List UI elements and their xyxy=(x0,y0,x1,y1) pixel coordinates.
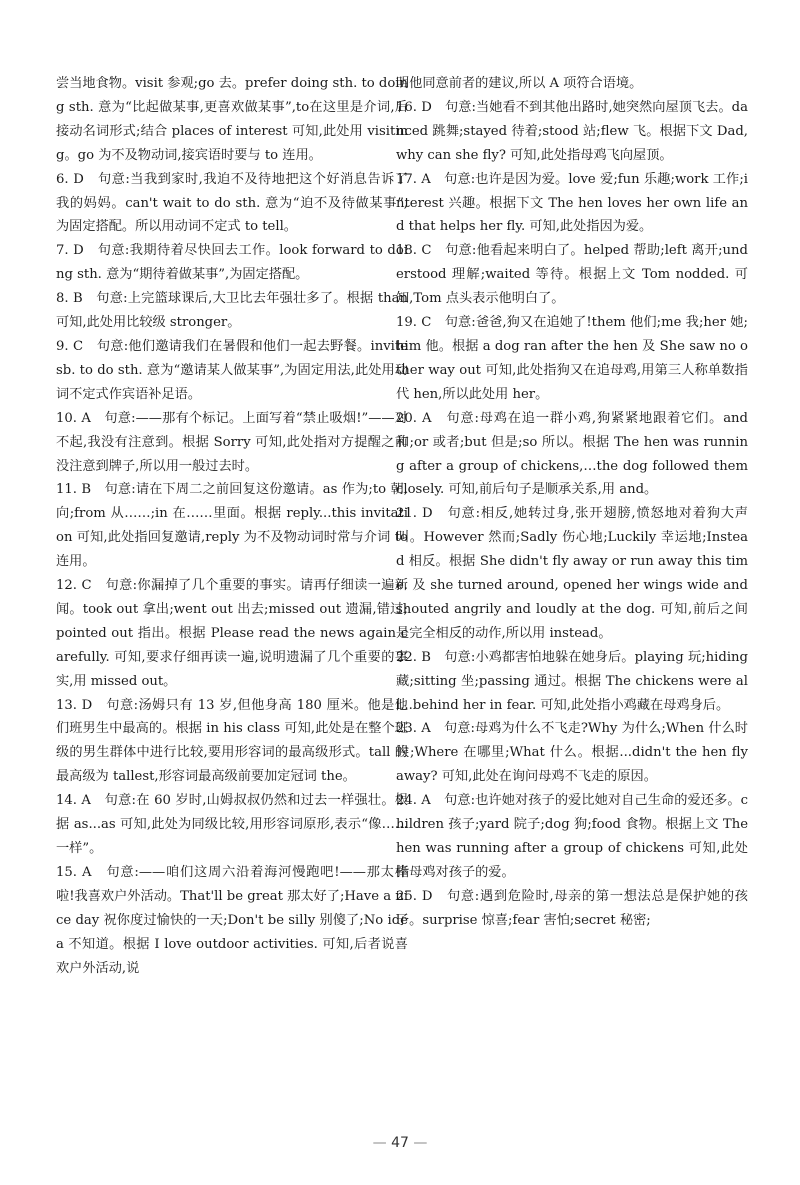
answer-item-12: 12. C 句意:你漏掉了几个重要的事实。请再仔细读一遍新闻。took out 拿出;went out 出去;missed out 遗漏,错过;pointed out 指出。根据 Please read the news again carefully. 可知,要求仔细再读一遍,说明遗漏了几个重要的事实,用 missed out。 xyxy=(56,578,408,689)
answer-item-19: 19. C 句意:爸爸,狗又在追她了!them 他们;me 我;her 她;him 他。根据 a dog ran after the hen 及 She saw no other way out 可知,此处指狗又在追母鸡,用第三人称单数指代 hen,所以此处用 her。 xyxy=(396,315,748,402)
answer-item-21: 21. D 句意:相反,她转过身,张开翅膀,愤怒地对着狗大声叫。However 然而;Sadly 伤心地;Luckily 幸运地;Instead 相反。根据 She didn't fly away or run away this time. 及 she turned around, opened her wings wide and shouted angrily and loudly at the dog. 可知,前后之间是完全相反的动作,所以用 instead。 xyxy=(396,506,748,641)
answer-item-24: 24. A 句意:也许她对孩子的爱比她对自己生命的爱还多。children 孩子;yard 院子;dog 狗;food 食物。根据上文 The hen was running after a group of chickens 可知,此处指母鸡对孩子的爱。 xyxy=(396,793,748,880)
page-number-dash-left: — xyxy=(372,1135,387,1151)
answer-item-14: 14. A 句意:在 60 岁时,山姆叔叔仍然和过去一样强壮。根据 as...as 可知,此处为同级比较,用形容词原形,表示“像……一样”。 xyxy=(56,793,408,856)
answer-item-17: 17. A 句意:也许是因为爱。love 爱;fun 乐趣;work 工作;interest 兴趣。根据下文 The hen loves her own life and that helps her fly. 可知,此处指因为爱。 xyxy=(396,171,748,235)
left-column xyxy=(56,72,408,980)
answer-item-22: 22. B 句意:小鸡都害怕地躲在她身后。playing 玩;hiding 藏;sitting 坐;passing 通过。根据 The chickens were all...behind her in fear. 可知,此处指小鸡藏在母鸡身后。 xyxy=(396,649,748,713)
answer-item-9: 9. C 句意:他们邀请我们在暑假和他们一起去野餐。invite sb. to do sth. 意为“邀请某人做某事”,为固定用法,此处用动词不定式作宾语补足语。 xyxy=(56,338,408,402)
answer-item-10: 10. A 句意:——那有个标记。上面写着“禁止吸烟!”——对不起,我没有注意到。根据 Sorry 可知,此处指对方提醒之前没注意到牌子,所以用一般过去时。 xyxy=(56,410,408,474)
page-number xyxy=(0,1135,800,1151)
answer-item-11: 11. B 句意:请在下周二之前回复这份邀请。as 作为;to 朝,向;from 从……;in 在……里面。根据 reply...this invitation 可知,此处指回复邀请,reply 为不及物动词时常与介词 to 连用。 xyxy=(56,482,408,570)
answer-item-15: 15. A 句意:——咱们这周六沿着海河慢跑吧!——那太棒啦!我喜欢户外活动。That'll be great 那太好了;Have a nice day 祝你度过愉快的一天;Don't be silly 别傻了;No idea 不知道。根据 I love outdoor activities. 可知,后者说喜欢户外活动,说 xyxy=(56,864,408,976)
answer-item-23: 23. A 句意:母鸡为什么不飞走?Why 为什么;When 什么时候;Where 在哪里;What 什么。根据...didn't the hen fly away? 可知,此处在询问母鸡不飞走的原因。 xyxy=(396,721,748,785)
answer-item-25: 25. D 句意:遇到危险时,母亲的第一想法总是保护她的孩子。surprise 惊喜;fear 害怕;secret 秘密; xyxy=(396,888,748,928)
answer-item-20: 20. A 句意:母鸡在追一群小鸡,狗紧紧地跟着它们。and 和;or 或者;but 但是;so 所以。根据 The hen was running after a group of chickens,…the dog followed them closely. 可知,前后句子是顺承关系,用 and。 xyxy=(396,410,748,498)
answer-item-6: 6. D 句意:当我到家时,我迫不及待地把这个好消息告诉了我的妈妈。can't wait to do sth. 意为“迫不及待做某事”,为固定搭配。所以用动词不定式 to tell。 xyxy=(56,171,408,235)
answer-item-8: 8. B 句意:上完篮球课后,大卫比去年强壮多了。根据 than 可知,此处用比较级 stronger。 xyxy=(56,291,408,331)
page-number-dash-right: — xyxy=(413,1135,428,1151)
page-number-value: 47 xyxy=(391,1135,409,1151)
answer-item-7: 7. D 句意:我期待着尽快回去工作。look forward to doing sth. 意为“期待着做某事”,为固定搭配。 xyxy=(56,243,408,283)
right-continuation-text: 明他同意前者的建议,所以 A 项符合语境。 xyxy=(396,76,643,91)
answer-item-16: 16. D 句意:当她看不到其他出路时,她突然向屋顶飞去。danced 跳舞;stayed 待着;stood 站;flew 飞。根据下文 Dad, why can she fly? 可知,此处指母鸡飞向屋顶。 xyxy=(396,99,748,163)
answer-item-13: 13. D 句意:汤姆只有 13 岁,但他身高 180 厘米。他是他们班男生中最高的。根据 in his class 可知,此处是在整个班级的男生群体中进行比较,要用形容词的最高级形式。tall 的最高级为 tallest,形容词最高级前要加定冠词 the。 xyxy=(56,697,408,785)
right-column xyxy=(396,72,748,933)
answer-item-18: 18. C 句意:他看起来明白了。helped 帮助;left 离开;understood 理解;waited 等待。根据上文 Tom nodded. 可知,Tom 点头表示他明白了。 xyxy=(396,243,748,307)
left-continuation-text: 尝当地食物。visit 参观;go 去。prefer doing sth. to doing sth. 意为“比起做某事,更喜欢做某事”,to在这里是介词,后接动名词形式;结合 places of interest 可知,此处用 visiting。go 为不及物动词,接宾语时要与 to 连用。 xyxy=(56,76,408,163)
